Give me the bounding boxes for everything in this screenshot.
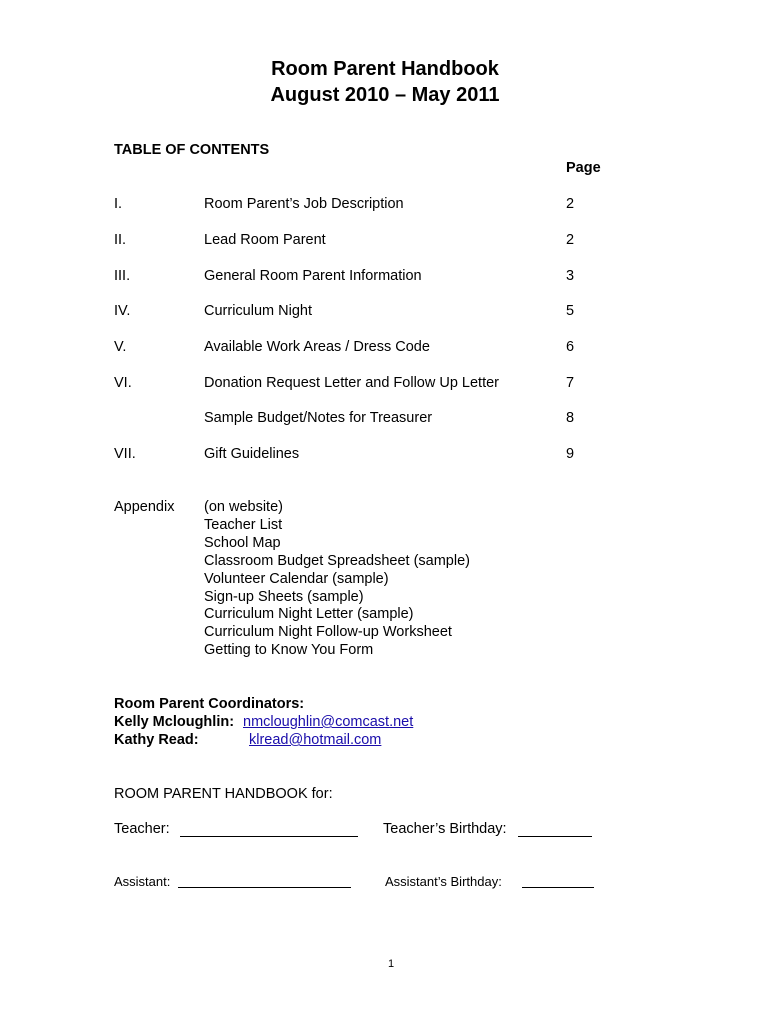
toc-entry-number: III. [114,268,131,284]
toc-entry-number: II. [114,232,127,248]
toc-entry-page: 9 [566,446,575,462]
toc-entry-title: Donation Request Letter and Follow Up Letter [204,375,500,391]
assistant-birthday-blank[interactable] [522,887,594,888]
toc-page-column-label: Page [566,160,601,176]
toc-entry-title: Room Parent’s Job Description [204,196,404,212]
toc-entry-title: Lead Room Parent [204,232,326,248]
document-date-range: August 2010 – May 2011 [270,84,500,106]
assistant-name-blank[interactable] [178,887,351,888]
assistant-birthday-label: Assistant’s Birthday: [385,874,502,889]
teacher-birthday-label: Teacher’s Birthday: [383,821,507,837]
toc-entry-page: 2 [566,232,575,248]
toc-entry-page: 5 [566,303,575,319]
appendix-list [204,499,470,660]
toc-entry-title: Available Work Areas / Dress Code [204,339,430,355]
toc-entry-title: Curriculum Night [204,303,312,319]
toc-entry-number: I. [114,196,123,212]
page-number: 1 [387,958,395,970]
appendix-item: Curriculum Night Letter (sample) [204,606,414,623]
assistant-label: Assistant: [114,874,171,889]
teacher-name-blank[interactable] [180,836,358,837]
toc-entry-number: VI. [114,375,132,391]
handbook-for-heading: ROOM PARENT HANDBOOK for: [114,786,333,802]
toc-entry-number: VII. [114,446,136,462]
toc-entry-title: General Room Parent Information [204,268,422,284]
toc-heading: TABLE OF CONTENTS [114,142,270,158]
coordinator-email-link[interactable]: klread@hotmail.com [249,732,382,748]
coordinator-name: Kelly Mcloughlin: [114,714,235,730]
coordinator-email-link[interactable]: nmcloughlin@comcast.net [243,714,414,730]
appendix-item: Classroom Budget Spreadsheet (sample) [204,552,470,569]
coordinators-heading: Room Parent Coordinators: [114,696,305,712]
teacher-label: Teacher: [114,821,170,837]
toc-entry-number: V. [114,339,127,355]
teacher-birthday-blank[interactable] [518,836,592,837]
toc-entry-title: Sample Budget/Notes for Treasurer [204,410,433,426]
coordinator-name: Kathy Read: [114,732,199,748]
document-title: Room Parent Handbook [271,58,499,80]
toc-entry-number: IV. [114,303,131,319]
appendix-item: Curriculum Night Follow-up Worksheet [204,624,452,641]
toc-entry-page: 7 [566,375,575,391]
appendix-item: Volunteer Calendar (sample) [204,570,389,587]
toc-entry-page: 2 [566,196,575,212]
toc-entry-title: Gift Guidelines [204,446,300,462]
toc-entry-page: 8 [566,410,575,426]
appendix-item: School Map [204,534,281,551]
toc-entry-page: 6 [566,339,575,355]
appendix-label: Appendix [114,499,175,515]
appendix-item: (on website) [204,499,283,515]
toc-entry-page: 3 [566,268,575,284]
appendix-item: Teacher List [204,516,283,533]
appendix-item: Getting to Know You Form [204,642,374,659]
appendix-item: Sign-up Sheets (sample) [204,588,364,605]
